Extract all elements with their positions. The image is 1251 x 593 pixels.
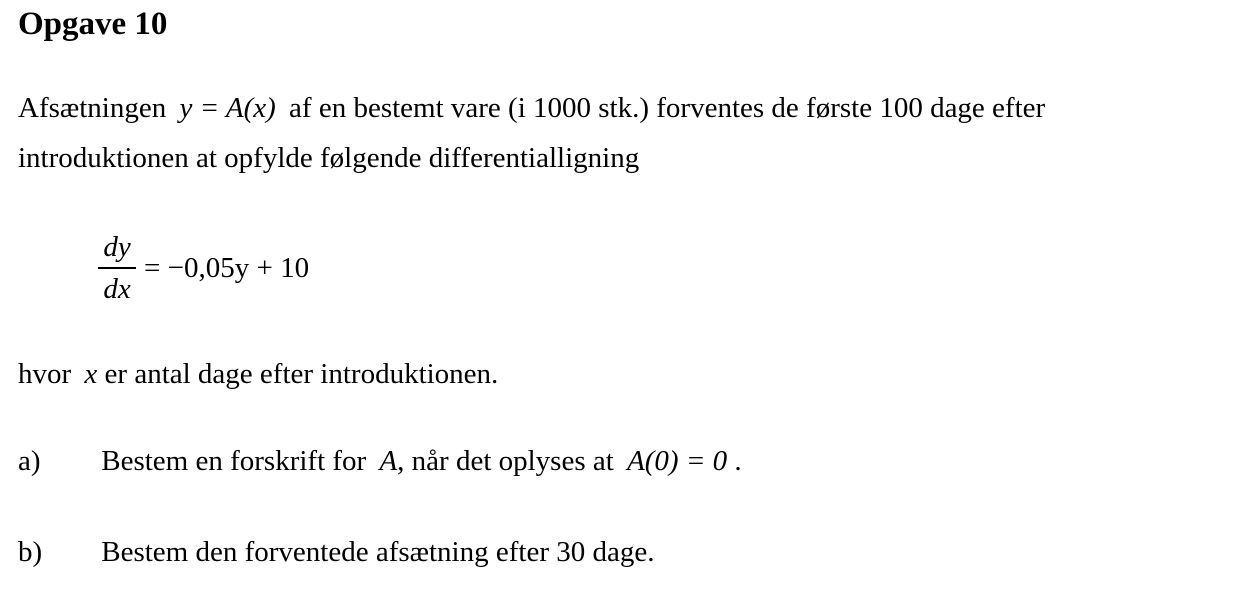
where-line: [18, 357, 498, 391]
question-b-text: Bestem den forventede afsætning efter 30 dage.: [101, 536, 655, 568]
where-text-a: hvor: [18, 358, 72, 390]
exercise-title: Opgave 10: [18, 6, 168, 42]
question-a: [18, 444, 742, 478]
question-a-math-2: A(0) = 0: [627, 445, 728, 477]
fraction-numerator: dy: [103, 231, 131, 263]
question-a-label: a): [18, 445, 41, 477]
intro-line-2: introduktionen at opfylde følgende differentialligning: [18, 142, 640, 174]
question-a-text-1: Bestem en forskrift for: [101, 445, 367, 477]
question-b: [18, 535, 654, 569]
differential-equation: [98, 226, 309, 310]
fraction-bar: [98, 267, 136, 269]
intro-text-1b: af en bestemt vare (i 1000 stk.) forventes de første 100 dage efter: [289, 92, 1046, 124]
question-a-text-3: .: [727, 445, 742, 477]
question-a-math-1: A: [379, 445, 398, 477]
where-text-b: er antal dage efter introduktionen.: [104, 358, 499, 390]
intro-text-1a: Afsætningen: [18, 92, 167, 124]
where-variable: x: [84, 358, 98, 390]
question-a-text-2: , når det oplyses at: [397, 445, 614, 477]
intro-math-function: y = A(x): [179, 92, 276, 124]
derivative-fraction: [98, 229, 136, 307]
intro-line-1: [18, 91, 1045, 125]
question-b-label: b): [18, 536, 43, 568]
equation-rhs: = −0,05y + 10: [144, 252, 310, 284]
fraction-denominator: dx: [103, 273, 131, 305]
